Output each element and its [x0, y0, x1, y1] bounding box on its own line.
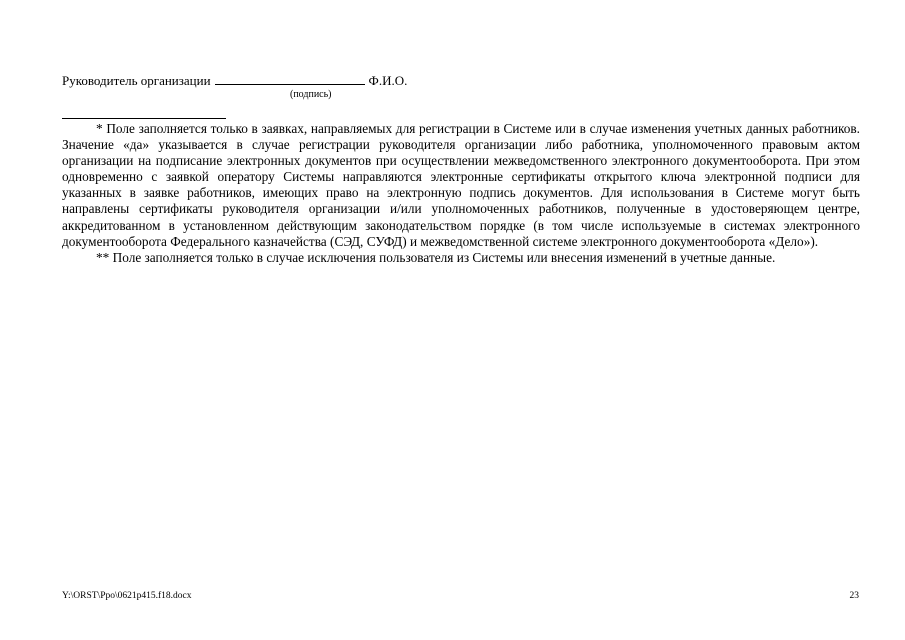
footnote-1: * Поле заполняется только в заявках, направляемых для регистрации в Системе или в случае изменения учетных данных работников. Значение «да» указывается в случае регистрации руководителя организации либо работника, уполномоченного правовым актом организации на подписание электронных документов при осуществлении межведомственного электронного документооборота. При этом одновременно с заявкой оператору Системы направляются электронные сертификаты открытого ключа электронной подписи для указанных в заявке работников, имеющих право на электронную подпись документов. Для использования в Системе могут быть направлены сертификаты руководителя организации и/или уполномоченных работников, полученные в удостоверяющем центре, аккредитованном в установленном действующим законодательством порядке (в том числе используемые в системах электронного документооборота Федерального казначейства (СЭД, СУФД) и межведомственной системе электронного документооборота «Дело»).	[62, 121, 860, 249]
footnote-2: ** Поле заполняется только в случае исключения пользователя из Системы или внесения изменений в учетные данные.	[96, 249, 776, 265]
signature-fio: Ф.И.О.	[368, 73, 408, 88]
footnotes	[62, 121, 860, 266]
signature-blank	[215, 72, 365, 85]
signature-line	[62, 72, 407, 89]
signature-caption: (подпись)	[290, 89, 332, 100]
page-number: 23	[849, 591, 859, 601]
signature-label: Руководитель организации	[62, 73, 211, 88]
footer-file-path: Y:\ORST\Ppo\0621p415.f18.docx	[62, 591, 192, 601]
footnote-separator	[62, 118, 226, 119]
